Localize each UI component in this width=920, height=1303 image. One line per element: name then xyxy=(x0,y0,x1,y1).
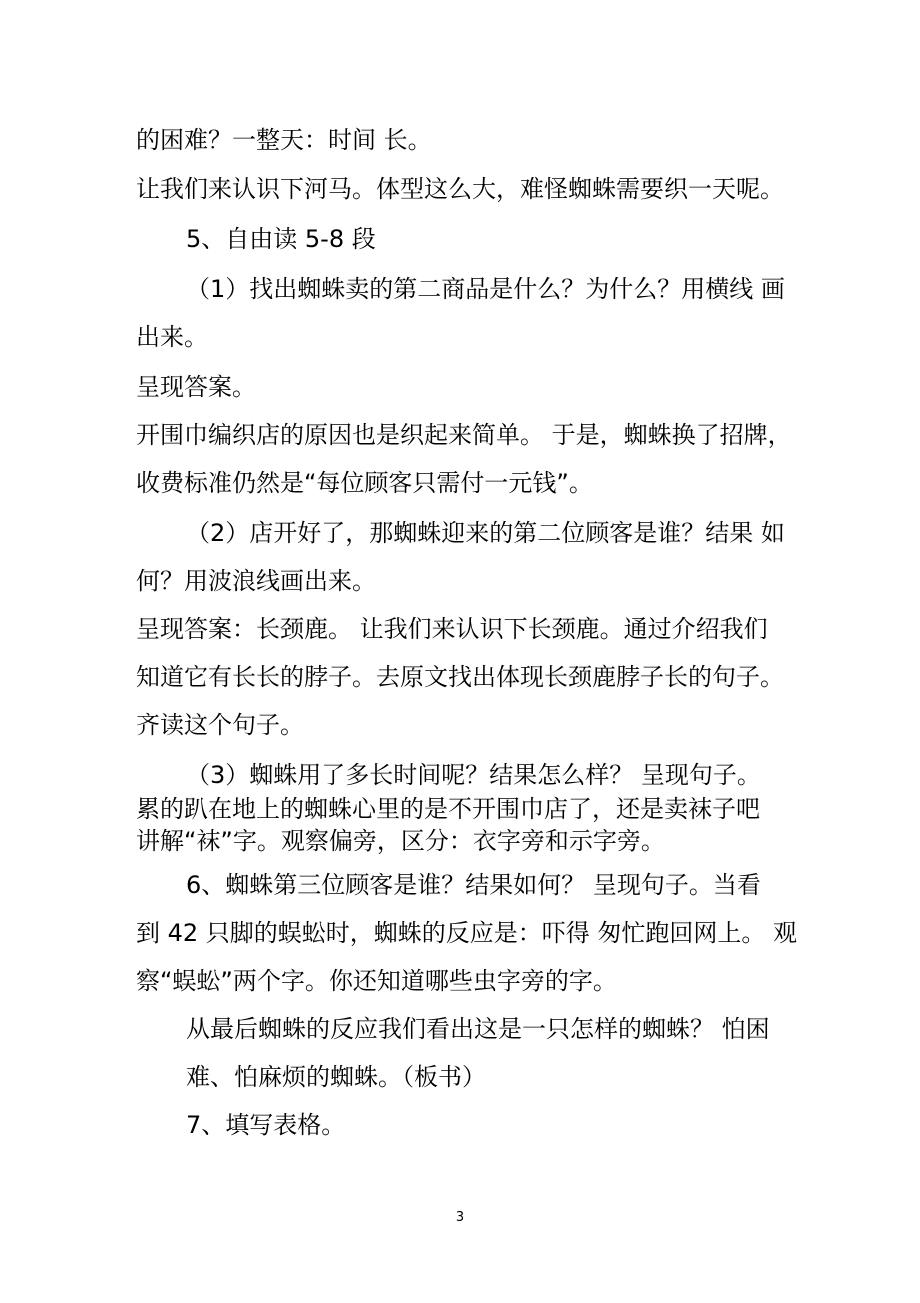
text-line: 齐读这个句子。 xyxy=(136,711,304,739)
text-line: （1）找出蜘蛛卖的第二商品是什么？为什么？用横线 画 xyxy=(186,275,785,303)
text-line: 累的趴在地上的蜘蛛心里的是不开围巾店了，还是卖袜子吧 xyxy=(136,795,760,823)
text-line: 呈现答案。 xyxy=(136,373,256,401)
text-line: 何？用波浪线画出来。 xyxy=(136,567,376,595)
text-line: 6、蜘蛛第三位顾客是谁？结果如何？ 呈现句子。当看 xyxy=(186,871,761,899)
text-line: 难、怕麻烦的蜘蛛。（板书） xyxy=(186,1063,486,1091)
text-line: 让我们来认识下河马。体型这么大，难怪蜘蛛需要织一天呢。 xyxy=(136,175,784,203)
text-line: 7、填写表格。 xyxy=(186,1111,346,1139)
text-line: 讲解“袜”字。观察偏旁，区分：衣字旁和示字旁。 xyxy=(136,827,665,855)
text-line: （3）蜘蛛用了多长时间呢？结果怎么样？ 呈现句子。 xyxy=(186,761,761,789)
text-line: （2）店开好了，那蜘蛛迎来的第二位顾客是谁？结果 如 xyxy=(186,519,785,547)
text-line: 的困难？一整天：时间 长。 xyxy=(136,126,432,154)
text-line: 察“蜈蚣”两个字。你还知道哪些虫字旁的字。 xyxy=(136,967,617,995)
text-line: 呈现答案：长颈鹿。 让我们来认识下长颈鹿。通过介绍我们 xyxy=(136,615,768,643)
text-line: 知道它有长长的脖子。去原文找出体现长颈鹿脖子长的句子。 xyxy=(136,663,784,691)
text-line: 5、自由读 5-8 段 xyxy=(186,225,376,253)
text-line: 到 42 只脚的蜈蚣时，蜘蛛的反应是：吓得 匆忙跑回网上。 观 xyxy=(136,919,798,947)
text-line: 开围巾编织店的原因也是织起来简单。 于是，蜘蛛换了招牌， xyxy=(136,421,792,449)
text-line: 出来。 xyxy=(136,323,208,351)
text-line: 收费标准仍然是“每位顾客只需付一元钱”。 xyxy=(136,469,593,497)
text-line: 从最后蜘蛛的反应我们看出这是一只怎样的蜘蛛？ 怕困 xyxy=(186,1015,770,1043)
page-number: 3 xyxy=(455,1210,465,1225)
